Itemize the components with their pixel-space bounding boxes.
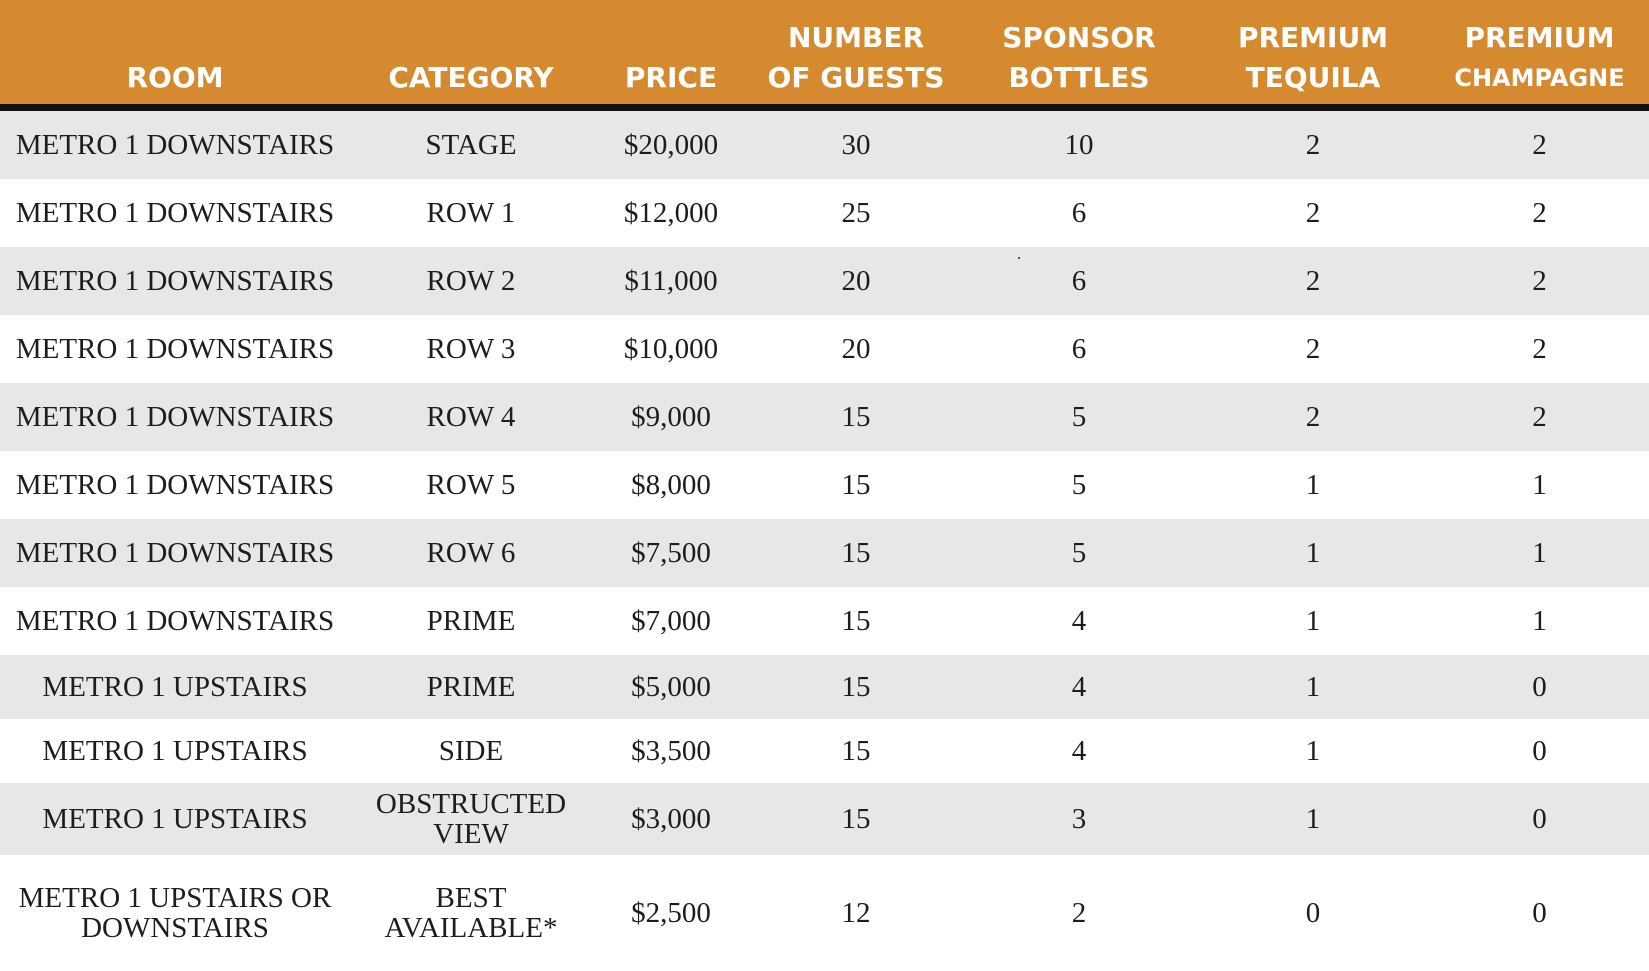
table-row — [0, 111, 1649, 179]
tequila-cell: 1 — [1305, 803, 1321, 835]
category-cell: STAGE — [425, 129, 517, 161]
category-cell: SIDE — [438, 735, 504, 767]
price-cell: $3,500 — [631, 735, 711, 767]
header-guests-line1: NUMBER — [787, 21, 925, 54]
bottles-cell: 3 — [1071, 803, 1087, 835]
tequila-cell: 2 — [1305, 265, 1321, 297]
room-cell: METRO 1 UPSTAIRS — [42, 735, 308, 767]
guests-cell: 12 — [841, 897, 871, 929]
champagne-cell: 2 — [1532, 197, 1547, 229]
bottles-cell: 6 — [1071, 265, 1087, 297]
category-cell: OBSTRUCTED VIEW — [375, 788, 567, 850]
table-row — [0, 783, 1649, 855]
category-cell: ROW 2 — [426, 265, 516, 297]
champagne-cell: 0 — [1532, 671, 1547, 703]
guests-cell: 30 — [841, 129, 871, 161]
table-row — [0, 655, 1649, 719]
bottles-cell: 4 — [1071, 735, 1087, 767]
table-row — [0, 719, 1649, 783]
header-category — [350, 0, 592, 104]
price-cell: $11,000 — [624, 265, 718, 297]
table-row — [0, 315, 1649, 383]
tequila-cell: 1 — [1305, 605, 1321, 637]
table-row — [0, 855, 1649, 971]
table-row — [0, 247, 1649, 315]
champagne-cell: 2 — [1532, 333, 1547, 365]
tequila-cell: 2 — [1305, 197, 1321, 229]
room-cell: METRO 1 DOWNSTAIRS — [15, 469, 335, 501]
tequila-cell: 1 — [1305, 537, 1321, 569]
header-champagne — [1430, 0, 1649, 104]
bottles-cell: 4 — [1071, 671, 1087, 703]
category-cell: ROW 3 — [426, 333, 516, 365]
bottles-cell: 6 — [1071, 333, 1087, 365]
tequila-cell: 2 — [1305, 401, 1321, 433]
header-bottles-line1: SPONSOR — [1002, 21, 1156, 54]
champagne-cell: 0 — [1532, 735, 1547, 767]
guests-cell: 15 — [841, 537, 871, 569]
price-cell: $7,500 — [631, 537, 711, 569]
category-cell: BEST AVAILABLE* — [384, 882, 558, 944]
tequila-cell: 2 — [1305, 129, 1321, 161]
guests-cell: 25 — [841, 197, 871, 229]
table-row — [0, 587, 1649, 655]
bottles-cell: 4 — [1071, 605, 1087, 637]
room-cell: METRO 1 DOWNSTAIRS — [15, 605, 335, 637]
guests-cell: 20 — [841, 265, 871, 297]
guests-cell: 20 — [841, 333, 871, 365]
header-bottles-line2: BOTTLES — [1008, 61, 1150, 94]
tequila-cell: 1 — [1305, 735, 1321, 767]
room-cell: METRO 1 UPSTAIRS — [42, 671, 308, 703]
header-tequila — [1196, 0, 1430, 104]
bottles-cell: 5 — [1071, 537, 1087, 569]
table-header — [0, 0, 1649, 104]
price-cell: $2,500 — [631, 897, 711, 929]
header-tequila-line1: PREMIUM — [1237, 21, 1389, 54]
header-category-line1: CATEGORY — [388, 61, 554, 94]
bottles-cell: 5 — [1071, 401, 1087, 433]
room-cell: METRO 1 DOWNSTAIRS — [15, 333, 335, 365]
room-cell: METRO 1 DOWNSTAIRS — [15, 265, 335, 297]
champagne-cell: 2 — [1532, 129, 1547, 161]
room-cell: METRO 1 DOWNSTAIRS — [15, 537, 335, 569]
guests-cell: 15 — [841, 605, 871, 637]
tequila-cell: 2 — [1305, 333, 1321, 365]
champagne-cell: 0 — [1532, 897, 1547, 929]
room-cell: METRO 1 DOWNSTAIRS — [15, 129, 335, 161]
table-row — [0, 451, 1649, 519]
champagne-cell: 1 — [1532, 605, 1547, 637]
category-cell: ROW 5 — [426, 469, 516, 501]
header-bottles — [962, 0, 1196, 104]
tequila-cell: 1 — [1305, 671, 1321, 703]
category-cell: PRIME — [426, 671, 516, 703]
bottles-cell: 6 — [1071, 197, 1087, 229]
header-guests — [750, 0, 962, 104]
champagne-cell: 2 — [1532, 401, 1547, 433]
guests-cell: 15 — [841, 401, 871, 433]
price-cell: $8,000 — [631, 469, 711, 501]
price-cell: $12,000 — [623, 197, 719, 229]
bottles-cell: 2 — [1071, 897, 1087, 929]
champagne-cell: 0 — [1532, 803, 1547, 835]
table-row — [0, 383, 1649, 451]
category-cell: ROW 6 — [426, 537, 516, 569]
header-divider — [0, 104, 1649, 111]
price-cell: $20,000 — [623, 129, 719, 161]
price-cell: $9,000 — [631, 401, 711, 433]
champagne-cell: 1 — [1532, 537, 1547, 569]
category-cell: ROW 4 — [426, 401, 516, 433]
price-cell: $3,000 — [631, 803, 711, 835]
header-room-line1: ROOM — [126, 61, 224, 94]
price-cell: $5,000 — [631, 671, 711, 703]
table-row — [0, 179, 1649, 247]
room-cell: METRO 1 DOWNSTAIRS — [15, 197, 335, 229]
guests-cell: 15 — [841, 671, 871, 703]
room-cell: METRO 1 DOWNSTAIRS — [15, 401, 335, 433]
header-champagne-line1: PREMIUM — [1464, 21, 1615, 54]
category-cell: PRIME — [426, 605, 516, 637]
header-room — [0, 0, 350, 104]
guests-cell: 15 — [841, 803, 871, 835]
header-champagne-line2: CHAMPAGNE — [1454, 64, 1625, 92]
room-cell: METRO 1 UPSTAIRS OR DOWNSTAIRS — [18, 882, 332, 944]
bottles-cell: 5 — [1071, 469, 1087, 501]
champagne-cell: 2 — [1532, 265, 1547, 297]
header-price — [592, 0, 750, 104]
champagne-cell: 1 — [1532, 469, 1547, 501]
tequila-cell: 1 — [1305, 469, 1321, 501]
price-cell: $7,000 — [631, 605, 711, 637]
header-guests-line2: OF GUESTS — [767, 61, 945, 94]
room-cell: METRO 1 UPSTAIRS — [42, 803, 308, 835]
header-price-line1: PRICE — [624, 61, 718, 94]
guests-cell: 15 — [841, 735, 871, 767]
table-row — [0, 519, 1649, 587]
stray-dot — [1018, 257, 1020, 259]
price-cell: $10,000 — [623, 333, 719, 365]
header-tequila-line2: TEQUILA — [1245, 61, 1381, 94]
bottles-cell: 10 — [1064, 129, 1094, 161]
guests-cell: 15 — [841, 469, 871, 501]
tequila-cell: 0 — [1305, 897, 1321, 929]
category-cell: ROW 1 — [426, 197, 516, 229]
